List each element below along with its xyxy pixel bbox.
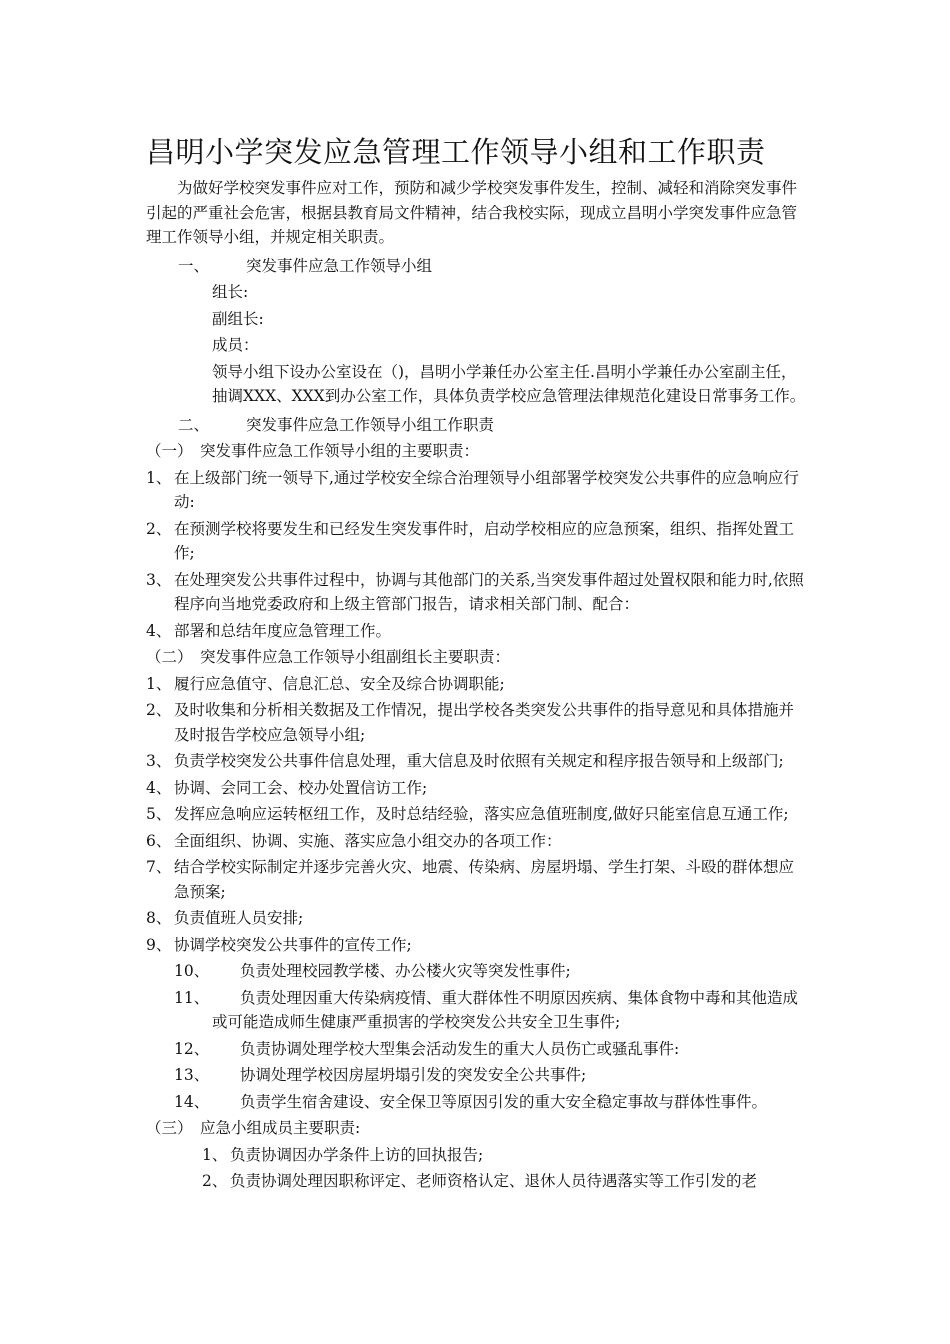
item-number: 12、 <box>174 1039 210 1058</box>
list-item <box>146 1090 806 1115</box>
office-paragraph: 领导小组下设办公室设在（)，昌明小学兼任办公室主任.昌明小学兼任办公室副主任，抽调XXX、XXX到办公室工作，具体负责学校应急管理法律规范化建设日常事务工作。 <box>212 362 806 405</box>
item-number: 9、 <box>146 935 172 954</box>
deputy-leader-line: 副组长: <box>212 309 264 328</box>
item-number: 1、 <box>202 1145 228 1164</box>
item-text: 结合学校实际制定并逐步完善火灾、地震、传染病、房屋坍塌、学生打架、斗殴的群体想应急预案; <box>174 858 795 901</box>
item-text: 履行应急值守、信息汇总、安全及综合协调职能; <box>174 674 505 693</box>
section-1-heading <box>146 254 806 279</box>
item-text: 负责协调处理因职称评定、老师资格认定、退休人员待遇落实等工作引发的老 <box>230 1172 758 1190</box>
item-number: 1、 <box>146 674 172 693</box>
list-item <box>146 855 806 904</box>
list-item <box>146 959 806 984</box>
list-item <box>146 802 806 827</box>
item-text: 全面组织、协调、实施、落实应急小组交办的各项工作： <box>174 831 562 850</box>
item-text: 协调处理学校因房屋坍塌引发的突发安全公共事件; <box>240 1066 587 1084</box>
item-text: 及时收集和分析相关数据及工作情况，提出学校各类突发公共事件的指导意见和具体措施并及时报告学校应急领导小组; <box>174 701 795 744</box>
item-number: 14、 <box>174 1092 210 1111</box>
item-number: 2、 <box>146 519 172 538</box>
item-number: 5、 <box>146 805 172 823</box>
item-number: 13、 <box>174 1066 210 1084</box>
item-text: 在预测学校将要发生和已经发生突发事件时，启动学校相应的应急预案，组织、指挥处置工作; <box>174 519 795 562</box>
list-item <box>146 986 806 1035</box>
item-number: 3、 <box>146 570 172 589</box>
item-text: 负责学校突发公共事件信息处理，重大信息及时依照有关规定和程序报告领导和上级部门; <box>174 752 784 770</box>
intro-paragraph: 为做好学校突发事件应对工作，预防和减少学校突发事件发生，控制、减轻和消除突发事件引起的严重社会危害，根据县教育局文件精神，结合我校实际，现成立昌明小学突发事件应急管理工作领导小组，并规定相关职责。 <box>146 179 798 246</box>
list-item <box>146 829 806 854</box>
list-item <box>146 698 806 747</box>
subsection-number: （一） <box>146 442 193 460</box>
item-text: 协调、会同工会、校办处置信访工作; <box>174 778 428 797</box>
item-number: 1、 <box>146 468 172 487</box>
item-text: 负责协调因办学条件上访的回执报告; <box>230 1145 484 1164</box>
item-text: 负责值班人员安排; <box>174 909 304 927</box>
subsection-2-heading <box>146 645 806 670</box>
list-item <box>146 906 806 931</box>
document-body <box>146 176 806 1194</box>
list-item <box>146 619 806 644</box>
list-item <box>146 517 806 566</box>
list-item <box>146 1063 806 1088</box>
item-text: 负责协调处理学校大型集会活动发生的重大人员伤亡或骚乱事件: <box>240 1039 680 1058</box>
list-item <box>146 672 806 697</box>
item-text: 在上级部门统一领导下,通过学校安全综合治理领导小组部署学校突发公共事件的应急响应行动: <box>174 468 799 511</box>
item-text: 发挥应急响应运转枢纽工作，及时总结经验，落实应急值班制度,做好只能室信息互通工作; <box>174 805 789 823</box>
list-item <box>146 933 806 958</box>
item-text: 协调学校突发公共事件的宣传工作; <box>174 935 412 954</box>
list-item <box>146 749 806 774</box>
subsection-number: （二） <box>146 648 193 666</box>
item-text: 负责处理因重大传染病疫情、重大群体性不明原因疾病、集体食物中毒和其他造成或可能造成师生健康严重损害的学校突发公共安全卫生事件; <box>212 988 799 1031</box>
section-title: 突发事件应急工作领导小组工作职责 <box>246 415 495 434</box>
list-item <box>146 776 806 801</box>
item-number: 11、 <box>174 988 210 1007</box>
item-number: 2、 <box>202 1172 228 1190</box>
members-line: 成员： <box>212 336 259 354</box>
section-number: 一、 <box>178 256 210 275</box>
list-item <box>146 1169 806 1194</box>
list-item <box>146 1143 806 1168</box>
section-number: 二、 <box>178 415 210 434</box>
item-number: 4、 <box>146 621 172 640</box>
item-text: 在处理突发公共事件过程中，协调与其他部门的关系,当突发事件超过处置权限和能力时,依照程序向当地党委政府和上级主管部门报告，请求相关部门制、配合： <box>174 570 804 613</box>
item-number: 3、 <box>146 752 172 770</box>
item-text: 部署和总结年度应急管理工作。 <box>174 621 392 640</box>
list-item <box>146 568 806 617</box>
item-number: 7、 <box>146 858 172 876</box>
leader-line: 组长: <box>212 283 249 301</box>
subsection-number: （三） <box>146 1119 193 1137</box>
item-number: 4、 <box>146 778 172 797</box>
subsection-title: 应急小组成员主要职责: <box>200 1119 361 1137</box>
item-text: 负责学生宿舍建设、安全保卫等原因引发的重大安全稳定事故与群体性事件。 <box>240 1092 768 1111</box>
subsection-1-heading <box>146 439 806 464</box>
document-title: 昌明小学突发应急管理工作领导小组和工作职责 <box>146 135 766 169</box>
section-2-heading <box>146 413 806 438</box>
subsection-title: 突发事件应急工作领导小组的主要职责： <box>200 442 480 460</box>
subsection-title: 突发事件应急工作领导小组副组长主要职责： <box>200 648 511 666</box>
section-title: 突发事件应急工作领导小组 <box>246 256 433 275</box>
subsection-3-heading <box>146 1116 806 1141</box>
list-item <box>146 1037 806 1062</box>
item-number: 8、 <box>146 909 172 927</box>
item-number: 10、 <box>174 962 210 980</box>
list-item <box>146 466 806 515</box>
item-number: 6、 <box>146 831 172 850</box>
item-number: 2、 <box>146 701 172 719</box>
item-text: 负责处理校园教学楼、办公楼火灾等突发性事件; <box>240 962 571 980</box>
